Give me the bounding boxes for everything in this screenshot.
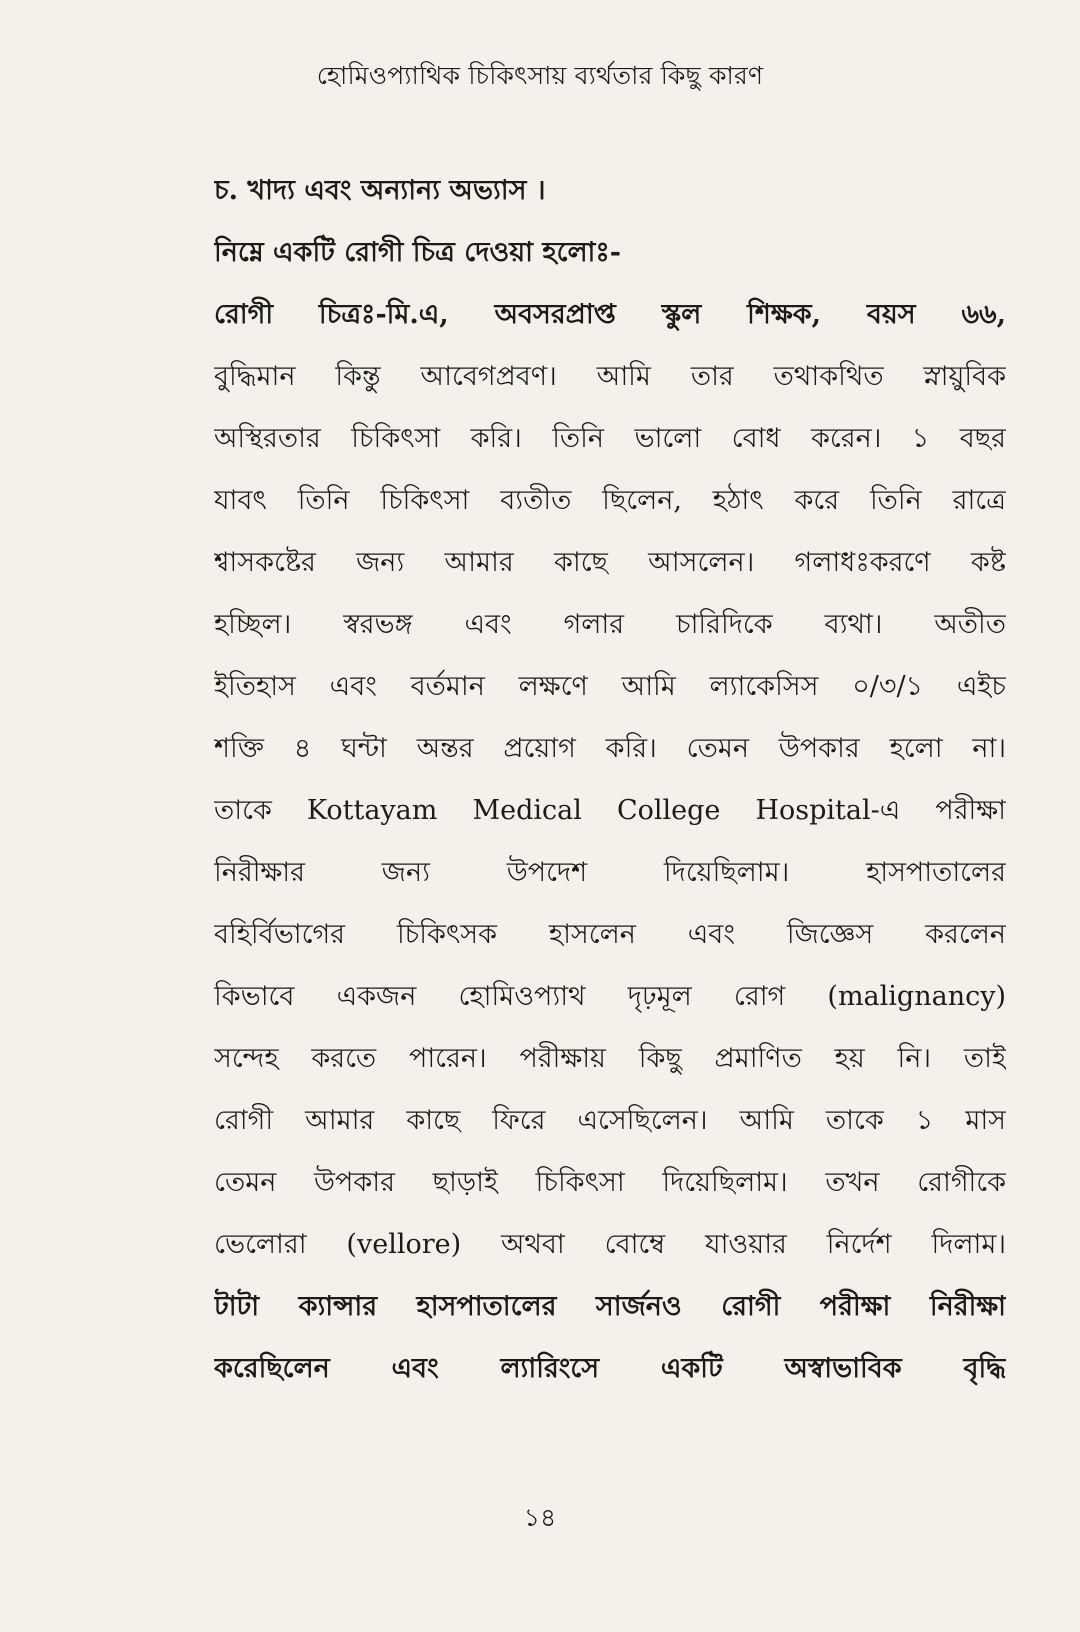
text-line: বহির্বিভাগের চিকিৎসক হাসলেন এবং জিজ্ঞেস করলেন <box>214 919 1006 950</box>
running-header: হোমিওপ্যাথিক চিকিৎসায় ব্যর্থতার কিছু কারণ <box>316 61 764 90</box>
text-line: সন্দেহ করতে পারেন। পরীক্ষায় কিছু প্রমাণিত হয় নি। তাই <box>214 1043 1006 1074</box>
text-line: যাবৎ তিনি চিকিৎসা ব্যতীত ছিলেন, হঠাৎ করে তিনি রাত্রে <box>214 485 1006 516</box>
text-line: করেছিলেন এবং ল্যারিংসে একটি অস্বাভাবিক বৃদ্ধি <box>214 1353 1006 1384</box>
text-line: কিভাবে একজন হোমিওপ্যাথ দৃঢ়মূল রোগ (malignancy) <box>214 981 1006 1012</box>
text-line: রোগী আমার কাছে ফিরে এসেছিলেন। আমি তাকে ১ মাস <box>214 1105 1006 1136</box>
section-heading: চ. খাদ্য এবং অন্যান্য অভ্যাস । <box>214 175 546 206</box>
text-line: শক্তি ৪ ঘন্টা অন্তর প্রয়োগ করি। তেমন উপকার হলো না। <box>214 733 1006 764</box>
text-line: নিম্নে একটি রোগী চিত্র দেওয়া হলোঃ- <box>214 237 621 268</box>
page-number: ১৪ <box>523 1503 557 1532</box>
text-line: তেমন উপকার ছাড়াই চিকিৎসা দিয়েছিলাম। তখন রোগীকে <box>214 1167 1006 1198</box>
text-line: হচ্ছিল। স্বরভঙ্গ এবং গলার চারিদিকে ব্যথা। অতীত <box>214 609 1006 640</box>
text-line: নিরীক্ষার জন্য উপদেশ দিয়েছিলাম। হাসপাতালের <box>214 857 1006 888</box>
body-text <box>214 160 1006 1400</box>
text-line: অস্থিরতার চিকিৎসা করি। তিনি ভালো বোধ করেন। ১ বছর <box>214 423 1006 454</box>
text-line: তাকে Kottayam Medical College Hospital-এ পরীক্ষা <box>214 795 1006 826</box>
text-line: ইতিহাস এবং বর্তমান লক্ষণে আমি ল্যাকেসিস ০/৩/১ এইচ <box>214 671 1006 702</box>
text-line: বুদ্ধিমান কিন্তু আবেগপ্রবণ। আমি তার তথাকথিত স্নায়ুবিক <box>214 361 1006 392</box>
text-line: টাটা ক্যান্সার হাসপাতালের সার্জনও রোগী পরীক্ষা নিরীক্ষা <box>214 1291 1006 1322</box>
text-line: রোগী চিত্রঃ-মি.এ, অবসরপ্রাপ্ত স্কুল শিক্ষক, বয়স ৬৬, <box>214 299 1006 330</box>
text-line: ভেলোরা (vellore) অথবা বোম্বে যাওয়ার নির্দেশ দিলাম। <box>214 1229 1006 1260</box>
text-line: শ্বাসকষ্টের জন্য আমার কাছে আসলেন। গলাধঃকরণে কষ্ট <box>214 547 1006 578</box>
